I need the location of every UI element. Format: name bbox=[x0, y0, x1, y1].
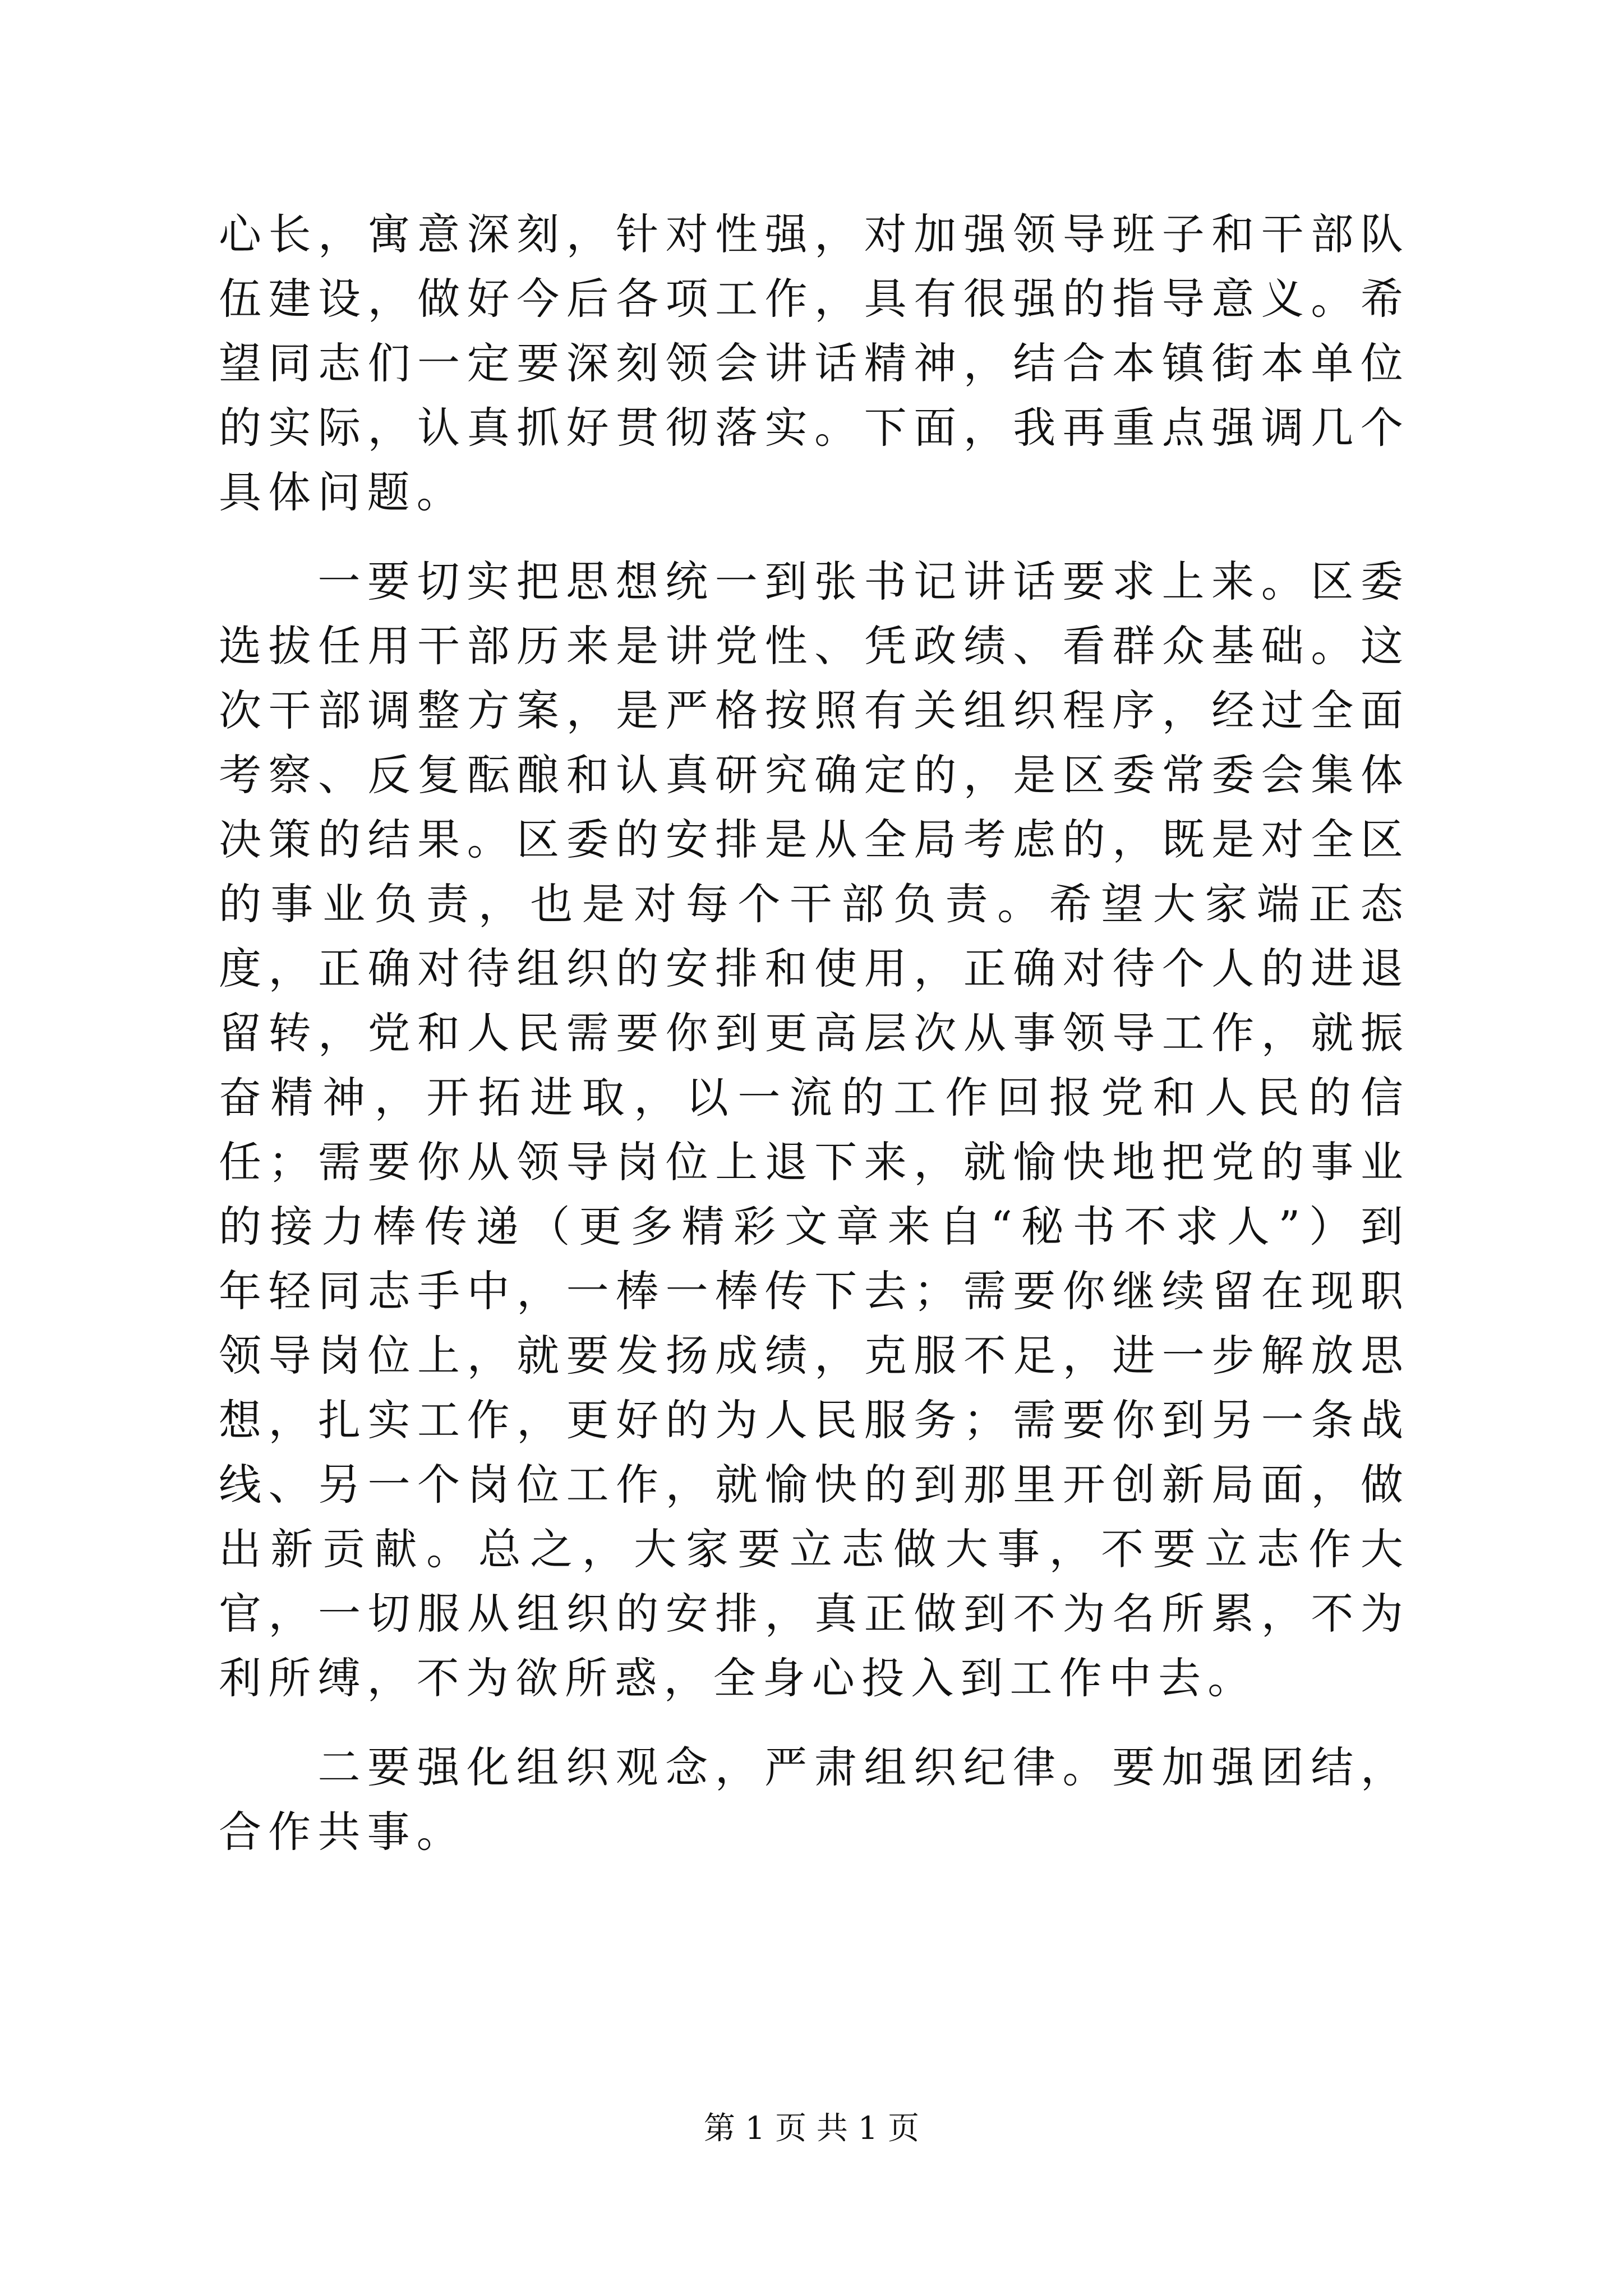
document-body bbox=[219, 202, 1410, 1864]
paragraph-continuation: 心长，寓意深刻，针对性强，对加强领导班子和干部队伍建设，做好今后各项工作，具有很强的指导意义。希望同志们一定要深刻领会讲话精神，结合本镇街本单位的实际，认真抓好贯彻落实。下面，我再重点强调几个具体问题。 bbox=[219, 209, 1410, 517]
page-footer: 第 1 页 共 1 页 bbox=[703, 2110, 920, 2147]
paragraph-point-one: 一要切实把思想统一到张书记讲话要求上来。区委选拔任用干部历来是讲党性、凭政绩、看群众基础。这次干部调整方案，是严格按照有关组织程序，经过全面考察、反复酝酿和认真研究确定的，是区委常委会集体决策的结果。区委的安排是从全局考虑的，既是对全区的事业负责，也是对每个干部负责。希望大家端正态度，正确对待组织的安排和使用，正确对待个人的进退留转，党和人民需要你到更高层次从事领导工作，就振奋精神，开拓进取，以一流的工作回报党和人民的信任；需要你从领导岗位上退下来，就愉快地把党的事业的接力棒传递（更多精彩文章来自“秘书不求人”）到年轻同志手中，一棒一棒传下去；需要你继续留在现职领导岗位上，就要发扬成绩，克服不足，进一步解放思想，扎实工作，更好的为人民服务；需要你到另一条战线、另一个岗位工作，就愉快的到那里开创新局面，做出新贡献。总之，大家要立志做大事，不要立志作大官，一切服从组织的安排，真正做到不为名所累，不为利所缚，不为欲所惑，全身心投入到工作中去。 bbox=[219, 556, 1410, 1703]
paragraph-point-two: 二要强化组织观念，严肃组织纪律。要加强团结，合作共事。 bbox=[219, 1742, 1410, 1857]
